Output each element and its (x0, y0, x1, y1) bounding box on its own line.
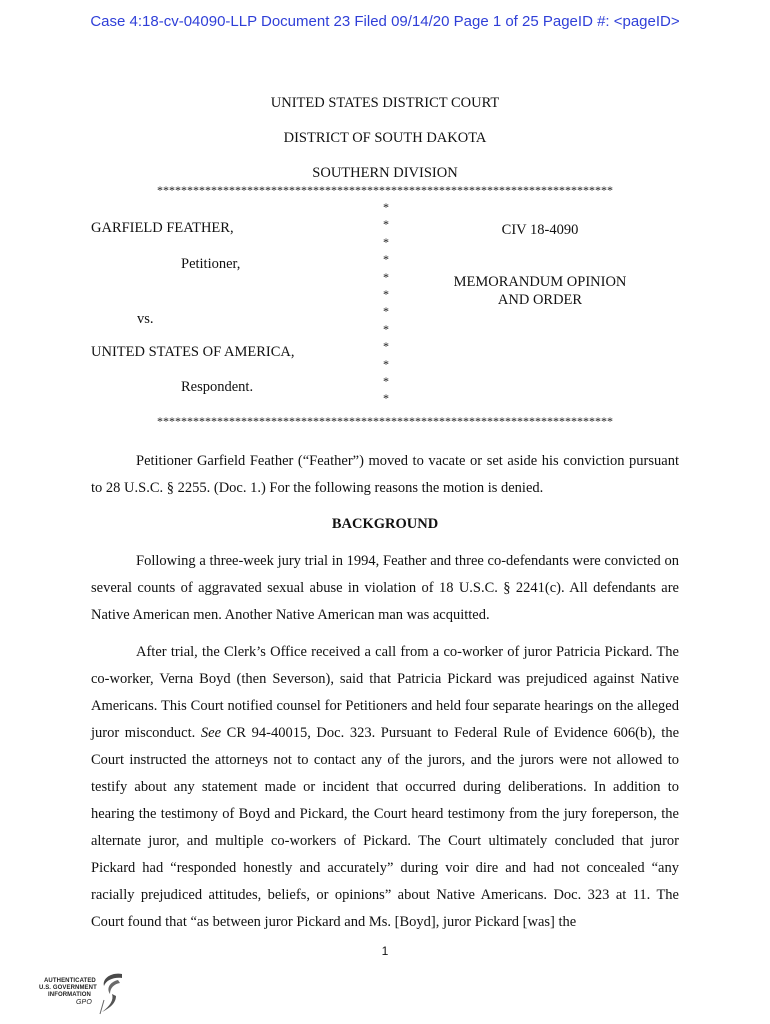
case-number: CIV 18-4090 (501, 222, 579, 238)
gpo-logo-line1: AUTHENTICATED (44, 978, 96, 984)
page-number: 1 (381, 944, 389, 958)
intro-paragraph-text: Petitioner Garfield Feather (“Feather”) moved to vacate or set aside his conviction pursuant to 28 U.S.C. § 2255. (Doc. 1.) For the following reasons the motion is denied. (91, 453, 679, 496)
caption-star: * (383, 374, 389, 389)
section-heading-background: BACKGROUND (331, 516, 439, 532)
caption-top-separator: **************************************************************************** (157, 183, 613, 197)
gpo-logo-line2: U.S. GOVERNMENT (39, 985, 97, 991)
court-district: DISTRICT OF SOUTH DAKOTA (283, 130, 487, 146)
document-title (440, 273, 640, 309)
caption-star: * (383, 304, 389, 319)
petitioner-role: Petitioner, (181, 256, 241, 272)
caption-star: * (383, 269, 389, 284)
caption-star: * (383, 356, 389, 371)
caption-star: * (383, 217, 389, 232)
petitioner-name: GARFIELD FEATHER, (91, 220, 234, 236)
court-division: SOUTHERN DIVISION (312, 165, 458, 181)
background-paragraph-1 (91, 548, 679, 629)
background-paragraph-2 (91, 639, 679, 936)
gpo-authentication-logo (30, 970, 140, 1020)
caption-star: * (383, 339, 389, 354)
caption-star-column (381, 199, 391, 408)
document-title-line1: MEMORANDUM OPINION (453, 274, 627, 290)
background-paragraph-2-text (91, 639, 679, 936)
court-name: UNITED STATES DISTRICT COURT (270, 95, 500, 111)
gpo-logo-line3: INFORMATION (48, 992, 91, 998)
caption-star: * (383, 200, 389, 214)
eagle-emblem-icon (92, 970, 132, 1016)
case-header-stamp: Case 4:18-cv-04090-LLP Document 23 Filed 09/14/20 Page 1 of 25 PageID #: <pageID> (90, 13, 680, 30)
caption-star: * (383, 321, 389, 336)
paragraph-2-part2: CR 94-40015, Doc. 323. Pursuant to Federal Rule of Evidence 606(b), the Court instructed the attorneys not to contact any of the jurors, and the jurors were not allowed to testify about any statement made or incident that occurred during deliberations. In addition to hearing the testimony of Boyd and Pickard, the Court heard testimony from the jury foreperson, the alternate juror, and multiple co-workers of Pickard. The Court ultimately concluded that juror Pickard had “responded honestly and accurately” during voir dire and had not concealed “any racially prejudiced attitudes, beliefs, or opinions” about Native Americans. Doc. 323 at 11. The Court found that “as between juror Pickard and Ms. [Boyd], juror Pickard [was] the (91, 725, 680, 930)
respondent-role: Respondent. (181, 379, 254, 395)
background-paragraph-1-text: Following a three-week jury trial in 1994, Feather and three co-defendants were convicted on several counts of aggravated sexual abuse in violation of 18 U.S.C. § 2241(c). All defendants are Native American men. Another Native American man was acquitted. (91, 553, 679, 623)
document-title-line2: AND ORDER (497, 292, 583, 308)
paragraph-2-part1: After trial, the Clerk’s Office received a call from a co-worker of juror Patricia Pickard. The co-worker, Verna Boyd (then Severson), said that Patricia Pickard was prejudiced against Native Americans. This Court notified counsel for Petitioners and held four separate hearings on the alleged juror misconduct. (91, 644, 679, 741)
respondent-name: UNITED STATES OF AMERICA, (91, 344, 295, 360)
intro-paragraph (91, 448, 679, 502)
versus-label: vs. (137, 311, 154, 327)
caption-star: * (383, 252, 389, 267)
caption-star: * (383, 287, 389, 302)
caption-star: * (383, 234, 389, 249)
gpo-logo-line4: GPO (76, 999, 92, 1006)
see-signal: See (200, 725, 222, 741)
caption-bottom-separator: **************************************************************************** (157, 414, 613, 428)
caption-star: * (383, 391, 389, 406)
